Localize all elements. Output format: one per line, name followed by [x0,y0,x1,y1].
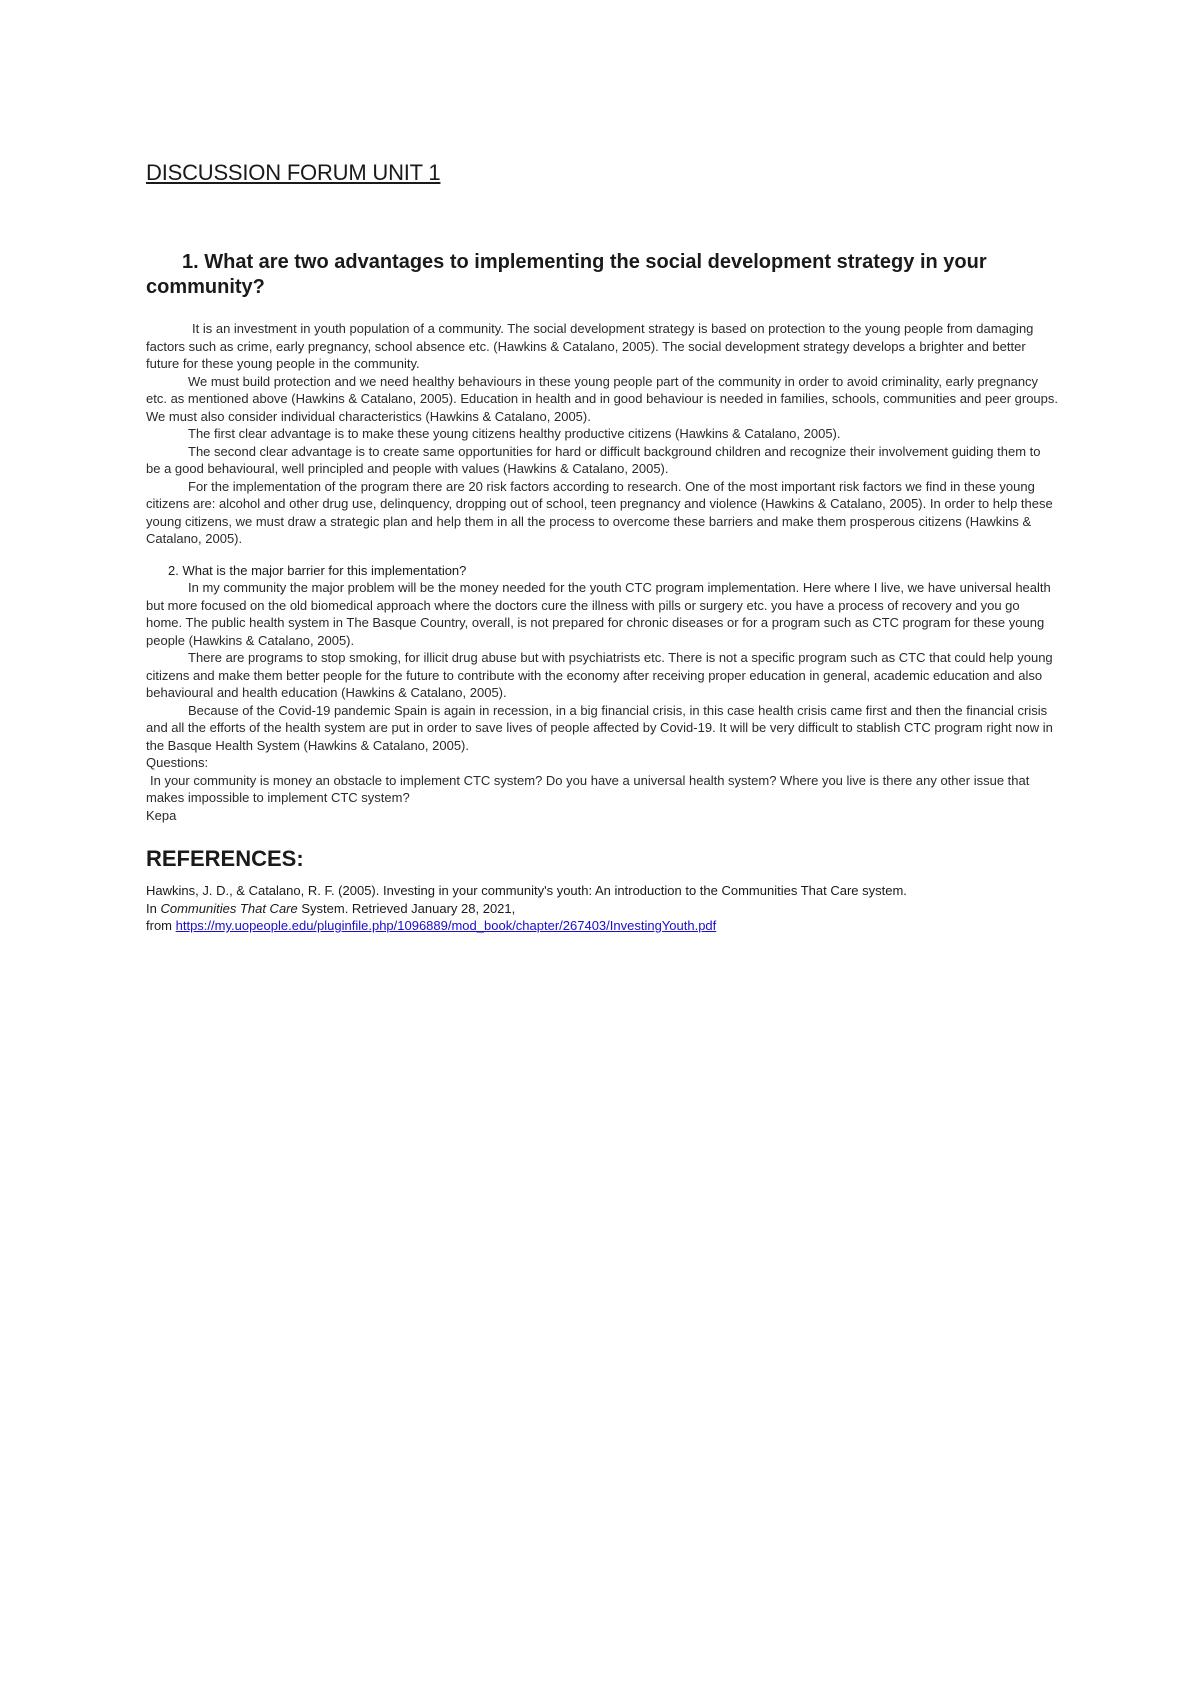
reference-from-prefix: from [146,918,176,933]
questions-label: Questions: [146,755,209,770]
answer1-paragraph-1: It is an investment in youth population of a community. The social development strategy is based on protection to the young people from damaging factors such as crime, early pregnancy, school absence etc. (Hawkins & Catalano, 2005). The social development strategy develops a brighter and better future for these young people in the community. [146,321,1034,371]
answer1-paragraph-4: The second clear advantage is to create same opportunities for hard or difficult background children and recognize their involvement guiding them to be a good behavioural, well principled and people with values (Hawkins & Catalano, 2005). [146,443,1041,476]
page-title: DISCUSSION FORUM UNIT 1 [146,160,441,185]
signature: Kepa [146,807,177,823]
document-content [146,160,1058,935]
question-2: 2. What is the major barrier for this implementation? [168,562,467,578]
answer2-paragraph-1: In my community the major problem will be the money needed for the youth CTC program implementation. Here where I live, we have universal health but more focused on the old biomedical approach where the doctors cure the illness with pills or surgery etc. you have a process of recovery and you go home. The public health system in The Basque Country, overall, is not prepared for chronic diseases or for a program such as CTC program for these young people (Hawkins & Catalano, 2005). [146,580,1051,648]
references-heading: REFERENCES: [146,846,304,871]
reference-retrieved: System. Retrieved January 28, 2021, [297,900,516,916]
reference-in-prefix: In [146,900,161,916]
reference-url-link[interactable]: https://my.uopeople.edu/pluginfile.php/1096889/mod_book/chapter/267403/InvestingYouth.pdf [175,918,717,933]
reference-source [146,900,1058,918]
answer1-paragraph-3: The first clear advantage is to make these young citizens healthy productive citizens (Hawkins & Catalano, 2005). [188,426,841,441]
answer2-paragraph-2: There are programs to stop smoking, for illicit drug abuse but with psychiatrists etc. There is not a specific program such as CTC that could help young citizens and make them better people for the future to contribute with the economy after receiving proper education in general, academic education and also behavioural and health education (Hawkins & Catalano, 2005). [146,650,1053,700]
answer2-paragraph-3: Because of the Covid-19 pandemic Spain is again in recession, in a big financial crisis, in this case health crisis came first and then the financial crisis and all the efforts of the health system are put in order to save lives of people affected by Covid-19. It will be very difficult to stablish CTC program right now in the Basque Health System (Hawkins & Catalano, 2005). [146,702,1053,753]
reference-url-line [146,917,1058,935]
question-1: 1. What are two advantages to implementing the social development strategy in your community? [146,251,987,298]
reference-book-title: Communities That Care [160,900,298,916]
reference-authors: Hawkins, J. D., & Catalano, R. F. (2005). Investing in your community's youth: An introduction to the Communities That Care system. [146,883,907,898]
answer1-paragraph-5: For the implementation of the program there are 20 risk factors according to research. One of the most important risk factors we find in these young citizens are: alcohol and other drug use, delinquency, dropping out of school, teen pregnancy and violence (Hawkins & Catalano, 2005). In order to help these young citizens, we must draw a strategic plan and help them in all the process to overcome these barriers and make them prosperous citizens (Hawkins & Catalano, 2005). [146,478,1053,546]
answer1-paragraph-2: We must build protection and we need healthy behaviours in these young people part of the community in order to avoid criminality, early pregnancy etc. as mentioned above (Hawkins & Catalano, 2005). Education in health and in good behaviour is needed in families, schools, communities and peer groups. We must also consider individual characteristics (Hawkins & Catalano, 2005). [146,373,1058,424]
questions-text: In your community is money an obstacle to implement CTC system? Do you have a universal health system? Where you live is there any other issue that makes impossible to implement CTC system? [146,772,1030,805]
